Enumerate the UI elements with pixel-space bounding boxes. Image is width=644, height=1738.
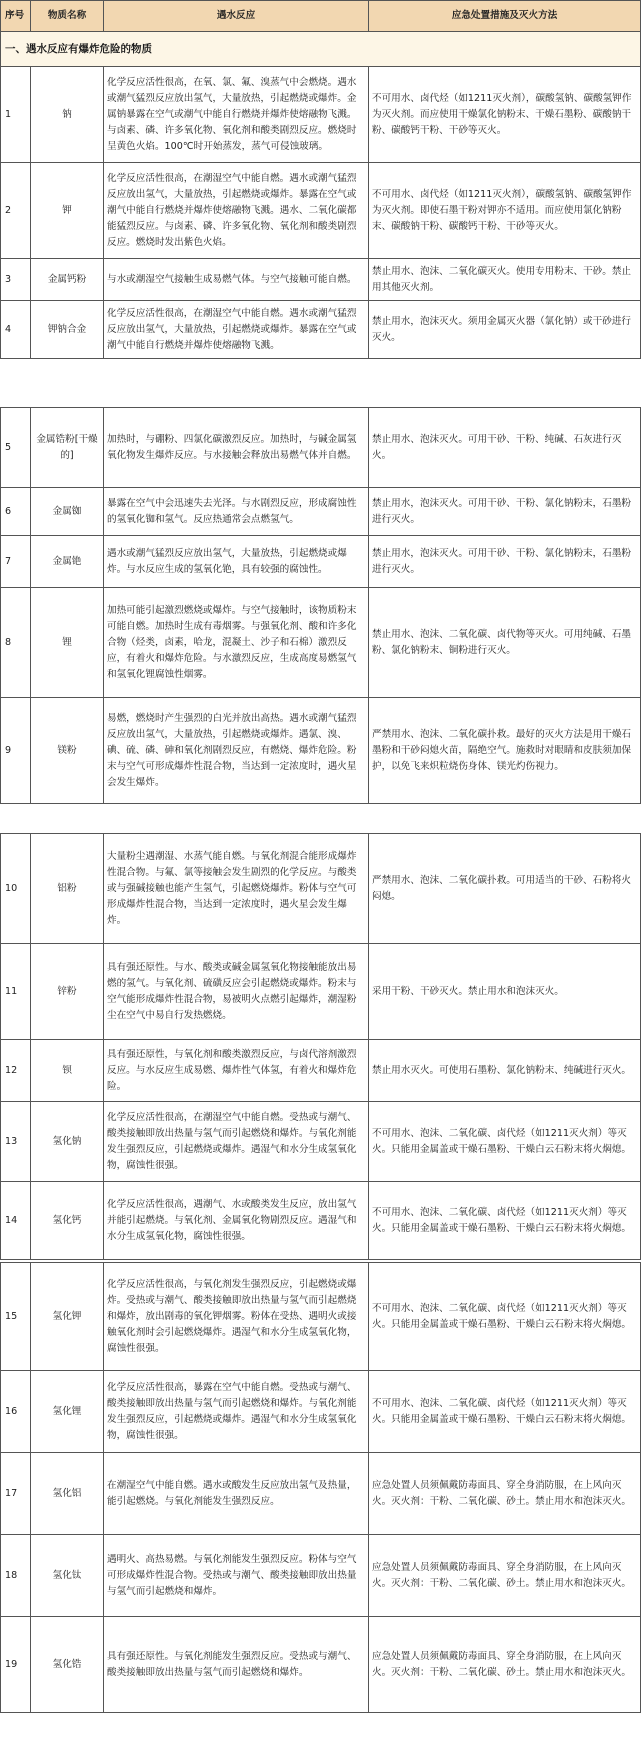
table-row [1, 301, 641, 359]
table-header-row [1, 1, 641, 32]
row-name: 钡 [31, 1040, 104, 1102]
row-name: 钠 [31, 67, 104, 163]
row-no: 4 [1, 301, 31, 359]
row-reaction: 具有强还原性。与氧化剂能发生强烈反应。受热或与潮气、酸类接触即放出热量与氢气而引起燃烧和爆炸。 [104, 1617, 369, 1713]
row-emergency: 禁止用水、泡沫、二氧化碳灭火。使用专用粉末、干砂。禁止用其他灭火剂。 [369, 259, 641, 301]
table-section-1 [0, 0, 644, 359]
row-name: 锂 [31, 588, 104, 698]
row-reaction: 大量粉尘遇潮湿、水蒸气能自燃。与氧化剂混合能形成爆炸性混合物。与氟、氯等接触会发生剧烈的化学反应。与酸类或与强碱接触也能产生氢气，引起燃烧爆炸。粉体与空气可形成爆炸性混合物，当达到一定浓度时，遇火星会发生爆炸。 [104, 834, 369, 944]
row-name: 铝粉 [31, 834, 104, 944]
row-name: 氢化锂 [31, 1371, 104, 1453]
row-emergency: 禁止用水、泡沫、二氧化碳、卤代物等灭火。可用纯碱、石墨粉、氯化钠粉末、铜粉进行灭火。 [369, 588, 641, 698]
category-title: 一、遇水反应有爆炸危险的物质 [1, 32, 641, 67]
row-emergency: 禁止用水、泡沫灭火。可用干砂、干粉、纯碱、石灰进行灭火。 [369, 408, 641, 488]
row-reaction: 遇水或潮气猛烈反应放出氢气，大量放热，引起燃烧或爆炸。与水反应生成的氢氧化铯，具有较强的腐蚀性。 [104, 536, 369, 588]
row-no: 2 [1, 163, 31, 259]
table-section-3 [0, 833, 644, 1260]
row-no: 13 [1, 1102, 31, 1182]
row-reaction: 化学反应活性很高，在潮湿空气中能自燃。遇水或潮气猛烈反应放出氢气，大量放热，引起燃烧或爆炸。暴露在空气或潮气中能自行燃烧并爆炸使熔融物飞溅。遇水、二氧化碳都能猛烈反应。与卤素、磷、许多氧化物、氧化剂和酸类剧烈反应。燃烧时发出紫色火焰。 [104, 163, 369, 259]
row-emergency: 禁止用水，泡沫灭火。须用金属灭火器（氯化钠）或干砂进行灭火。 [369, 301, 641, 359]
header-no: 序号 [1, 1, 31, 32]
row-emergency: 不可用水、泡沫、二氧化碳、卤代烃（如1211灭火剂）等灭火。只能用金属盖或干燥石墨粉、干燥白云石粉末将火焖熄。 [369, 1371, 641, 1453]
table-row [1, 536, 641, 588]
row-reaction: 加热可能引起激烈燃烧或爆炸。与空气接触时，该物质粉末可能自燃。加热时生成有毒烟雾。与强氧化剂、酸和许多化合物（烃类，卤素，哈龙，混凝土、沙子和石棉）激烈反应，有着火和爆炸危险。与水激烈反应，生成高度易燃氢气和氢氧化锂腐蚀性烟雾。 [104, 588, 369, 698]
row-reaction: 在潮湿空气中能自燃。遇水或酸发生反应放出氢气及热量，能引起燃烧。与氧化剂能发生强烈反应。 [104, 1453, 369, 1535]
row-name: 钾钠合金 [31, 301, 104, 359]
row-reaction: 化学反应活性很高，暴露在空气中能自燃。受热或与潮气、酸类接触即放出热量与氢气而引起燃烧和爆炸。与氧化剂能发生强烈反应，引起燃烧或爆炸。遇湿气和水分生成氢氧化物，腐蚀性很强。 [104, 1371, 369, 1453]
table-section-2 [0, 407, 644, 804]
row-emergency: 应急处置人员须佩戴防毒面具、穿全身消防服，在上风向灭火。灭火剂：干粉、二氧化碳、砂土。禁止用水和泡沫灭火。 [369, 1617, 641, 1713]
row-reaction: 具有强还原性，与氧化剂和酸类激烈反应，与卤代溶剂激烈反应。与水反应生成易燃、爆炸性气体氢，有着火和爆炸危险。 [104, 1040, 369, 1102]
row-name: 锌粉 [31, 944, 104, 1040]
row-no: 6 [1, 488, 31, 536]
row-reaction: 易燃，燃烧时产生强烈的白光并放出高热。遇水或潮气猛烈反应放出氢气，大量放热，引起燃烧或爆炸。遇氯、溴、碘、硫、磷、砷和氧化剂剧烈反应，有燃烧、爆炸危险。粉末与空气可形成爆炸性混合物，当达到一定浓度时，遇火星会发生爆炸。 [104, 698, 369, 804]
table-row [1, 1263, 641, 1371]
row-name: 氢化铝 [31, 1453, 104, 1535]
row-name: 金属铷 [31, 488, 104, 536]
row-no: 11 [1, 944, 31, 1040]
table-row [1, 259, 641, 301]
table-row [1, 1617, 641, 1713]
row-emergency: 不可用水、泡沫、二氧化碳、卤代烃（如1211灭火剂）等灭火。只能用金属盖或干燥石墨粉、干燥白云石粉末将火焖熄。 [369, 1263, 641, 1371]
row-name: 金属钙粉 [31, 259, 104, 301]
table-row [1, 944, 641, 1040]
header-name: 物质名称 [31, 1, 104, 32]
row-no: 19 [1, 1617, 31, 1713]
row-emergency: 严禁用水、泡沫、二氧化碳扑救。最好的灭火方法是用干燥石墨粉和干砂闷熄火苗，隔绝空气。施救时对眼睛和皮肤须加保护，以免飞来炽粒烧伤身体、镁光灼伤视力。 [369, 698, 641, 804]
row-name: 镁粉 [31, 698, 104, 804]
row-no: 1 [1, 67, 31, 163]
row-name: 氢化钙 [31, 1182, 104, 1260]
row-name: 氢化钾 [31, 1263, 104, 1371]
row-emergency: 严禁用水、泡沫、二氧化碳扑救。可用适当的干砂、石粉将火闷熄。 [369, 834, 641, 944]
table-row [1, 488, 641, 536]
table-row [1, 67, 641, 163]
row-name: 钾 [31, 163, 104, 259]
header-reaction: 遇水反应 [104, 1, 369, 32]
table-row [1, 1040, 641, 1102]
row-reaction: 化学反应活性很高，与氧化剂发生强烈反应，引起燃烧或爆炸。受热或与潮气、酸类接触即放出热量与氢气而引起燃烧和爆炸，放出剧毒的氧化钾烟雾。粉体在受热、遇明火或接触氧化剂时会引起燃烧爆炸。遇湿气和水分生成氢氧化物，腐蚀性很强。 [104, 1263, 369, 1371]
table-section-4 [0, 1262, 644, 1713]
row-emergency: 不可用水、卤代烃（如1211灭火剂），碳酸氢钠、碳酸氢钾作为灭火剂。即使石墨干粉对钾亦不适用。而应使用氯化钠粉末、碳酸钠干粉、碳酸钙干粉、干砂等灭火。 [369, 163, 641, 259]
table-row [1, 163, 641, 259]
row-reaction: 化学反应活性很高，遇潮气、水或酸类发生反应，放出氢气并能引起燃烧。与氧化剂、金属氧化物剧烈反应。遇湿气和水分生成氢氧化物，腐蚀性很强。 [104, 1182, 369, 1260]
row-emergency: 禁止用水，泡沫灭火。可用干砂、干粉、氯化钠粉末，石墨粉进行灭火。 [369, 536, 641, 588]
row-no: 10 [1, 834, 31, 944]
row-no: 14 [1, 1182, 31, 1260]
table-row [1, 698, 641, 804]
category-row [1, 32, 641, 67]
table-row [1, 1102, 641, 1182]
row-no: 18 [1, 1535, 31, 1617]
row-no: 9 [1, 698, 31, 804]
row-reaction: 与水或潮湿空气接触生成易燃气体。与空气接触可能自燃。 [104, 259, 369, 301]
row-name: 金属铯 [31, 536, 104, 588]
row-no: 15 [1, 1263, 31, 1371]
table-row [1, 1182, 641, 1260]
row-name: 氢化钠 [31, 1102, 104, 1182]
row-emergency: 不可用水、卤代烃（如1211灭火剂），碳酸氢钠、碳酸氢钾作为灭火剂。而应使用干燥氯化钠粉末、干燥石墨粉、碳酸钠干粉、碳酸钙干粉、干砂等灭火。 [369, 67, 641, 163]
row-no: 3 [1, 259, 31, 301]
row-reaction: 遇明火、高热易燃。与氧化剂能发生强烈反应。粉体与空气可形成爆炸性混合物。受热或与潮气、酸类接触即放出热量与氢气而引起燃烧和爆炸。 [104, 1535, 369, 1617]
row-emergency: 应急处置人员须佩戴防毒面具、穿全身消防服，在上风向灭火。灭火剂：干粉、二氧化碳、砂土。禁止用水和泡沫灭火。 [369, 1453, 641, 1535]
row-no: 7 [1, 536, 31, 588]
row-emergency: 不可用水、泡沫、二氧化碳、卤代烃（如1211灭火剂）等灭火。只能用金属盖或干燥石墨粉、干燥白云石粉末将火焖熄。 [369, 1182, 641, 1260]
row-reaction: 加热时，与硼粉、四氯化碳激烈反应。加热时，与碱金属氢氧化物发生爆炸反应。与水接触会释放出易燃气体并自燃。 [104, 408, 369, 488]
row-reaction: 化学反应活性很高，在潮湿空气中能自燃。受热或与潮气、酸类接触即放出热量与氢气而引起燃烧和爆炸。与氧化剂能发生强烈反应，引起燃烧或爆炸。遇湿气和水分生成氢氧化物，腐蚀性很强。 [104, 1102, 369, 1182]
row-name: 金属锆粉[干燥的] [31, 408, 104, 488]
table-row [1, 588, 641, 698]
row-no: 5 [1, 408, 31, 488]
table-row [1, 1453, 641, 1535]
row-no: 16 [1, 1371, 31, 1453]
row-reaction: 化学反应活性很高，在潮湿空气中能自燃。遇水或潮气猛烈反应放出氢气，大量放热，引起燃烧或爆炸。暴露在空气或潮气中能自行燃烧并爆炸使熔融物飞溅。 [104, 301, 369, 359]
row-emergency: 禁止用水灭火。可使用石墨粉、氯化钠粉末、纯碱进行灭火。 [369, 1040, 641, 1102]
table-row [1, 1535, 641, 1617]
header-emergency: 应急处置措施及灭火方法 [369, 1, 641, 32]
row-name: 氢化钛 [31, 1535, 104, 1617]
row-name: 氢化锆 [31, 1617, 104, 1713]
table-row [1, 408, 641, 488]
row-emergency: 采用干粉、干砂灭火。禁止用水和泡沫灭火。 [369, 944, 641, 1040]
row-reaction: 具有强还原性。与水、酸类或碱金属氢氧化物接触能放出易燃的氢气。与氧化剂、硫磺反应会引起燃烧或爆炸。粉末与空气能形成爆炸性混合物，易被明火点燃引起爆炸，潮湿粉尘在空气中易自行发热燃烧。 [104, 944, 369, 1040]
row-emergency: 应急处置人员须佩戴防毒面具、穿全身消防服，在上风向灭火。灭火剂：干粉、二氧化碳、砂土。禁止用水和泡沫灭火。 [369, 1535, 641, 1617]
table-row [1, 1371, 641, 1453]
row-no: 12 [1, 1040, 31, 1102]
table-row [1, 834, 641, 944]
row-reaction: 暴露在空气中会迅速失去光泽。与水剧烈反应，形成腐蚀性的氢氧化铷和氢气。反应热通常会点燃氢气。 [104, 488, 369, 536]
row-no: 17 [1, 1453, 31, 1535]
row-no: 8 [1, 588, 31, 698]
row-emergency: 禁止用水，泡沫灭火。可用干砂、干粉、氯化钠粉末，石墨粉进行灭火。 [369, 488, 641, 536]
row-emergency: 不可用水、泡沫、二氧化碳、卤代烃（如1211灭火剂）等灭火。只能用金属盖或干燥石墨粉、干燥白云石粉末将火焖熄。 [369, 1102, 641, 1182]
row-reaction: 化学反应活性很高，在氧、氯、氟、溴蒸气中会燃烧。遇水或潮气猛烈反应放出氢气，大量放热，引起燃烧或爆炸。金属钠暴露在空气或潮气中能自行燃烧并爆炸使熔融物飞溅。与卤素、磷、许多氧化物、氧化剂和酸类剧烈反应。燃烧时呈黄色火焰。100℃时开始蒸发，蒸气可侵蚀玻璃。 [104, 67, 369, 163]
